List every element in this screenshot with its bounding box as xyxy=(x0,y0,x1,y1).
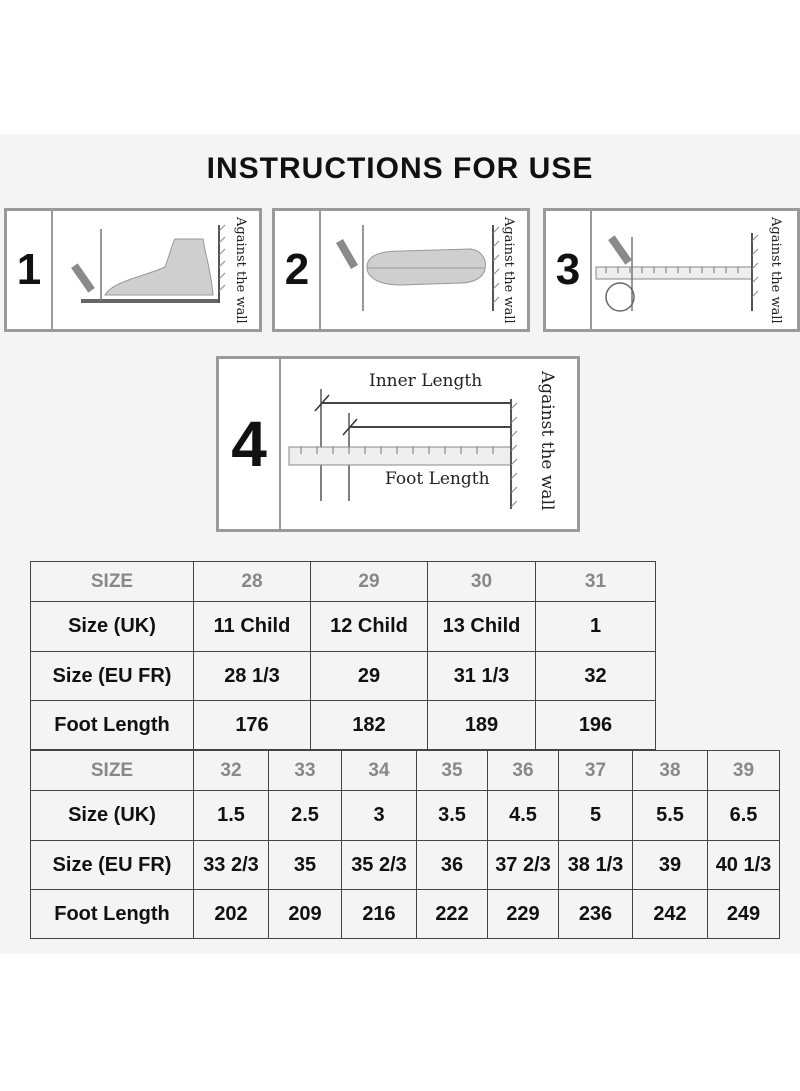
table-cell: 182 xyxy=(311,701,428,750)
step-2-card xyxy=(272,208,530,332)
foot-length-label: Foot Length xyxy=(385,469,490,489)
table-1-uk-row xyxy=(31,602,656,652)
table-cell: 176 xyxy=(194,701,311,750)
step-1-number: 1 xyxy=(7,211,53,329)
table-2-foot-label: Foot Length xyxy=(31,890,194,939)
table-1-size-label: SIZE xyxy=(31,562,194,602)
step-4-illustration xyxy=(281,359,577,529)
step-3-illustration xyxy=(592,211,797,329)
table-cell: 196 xyxy=(536,701,656,750)
table-2-size-35: 35 xyxy=(417,751,488,791)
table-2-size-32: 32 xyxy=(194,751,269,791)
table-2-size-33: 33 xyxy=(269,751,342,791)
table-cell: 242 xyxy=(633,890,708,939)
step-2-number: 2 xyxy=(275,211,321,329)
table-2-size-39: 39 xyxy=(708,751,780,791)
table-cell: 37 2/3 xyxy=(488,841,559,890)
step-2-illustration xyxy=(321,211,527,329)
step-4-card xyxy=(216,356,580,532)
table-2-eu-label: Size (EU FR) xyxy=(31,841,194,890)
table-2-eu-row xyxy=(31,841,780,890)
step-1-wall-label: Against the wall xyxy=(233,217,248,324)
table-cell: 3 xyxy=(342,791,417,841)
step-3-number: 3 xyxy=(546,211,592,329)
step-1-card xyxy=(4,208,262,332)
table-cell: 249 xyxy=(708,890,780,939)
table-1-eu-row xyxy=(31,652,656,701)
table-cell: 28 1/3 xyxy=(194,652,311,701)
table-1-size-31: 31 xyxy=(536,562,656,602)
table-1-header-row xyxy=(31,562,656,602)
step-2-wall-label: Against the wall xyxy=(501,217,516,324)
table-2-header-row xyxy=(31,751,780,791)
table-cell: 1.5 xyxy=(194,791,269,841)
table-cell: 1 xyxy=(536,602,656,652)
table-1-eu-label: Size (EU FR) xyxy=(31,652,194,701)
table-cell: 36 xyxy=(417,841,488,890)
table-cell: 35 2/3 xyxy=(342,841,417,890)
table-1-uk-label: Size (UK) xyxy=(31,602,194,652)
table-cell: 5.5 xyxy=(633,791,708,841)
table-1-foot-label: Foot Length xyxy=(31,701,194,750)
table-cell: 32 xyxy=(536,652,656,701)
table-cell: 29 xyxy=(311,652,428,701)
step-3-card xyxy=(543,208,800,332)
table-2-uk-label: Size (UK) xyxy=(31,791,194,841)
table-cell: 189 xyxy=(428,701,536,750)
step-4-wall-label: Against the wall xyxy=(537,371,557,511)
table-cell: 13 Child xyxy=(428,602,536,652)
table-cell: 33 2/3 xyxy=(194,841,269,890)
step-1-illustration xyxy=(53,211,259,329)
table-1-size-28: 28 xyxy=(194,562,311,602)
table-cell: 31 1/3 xyxy=(428,652,536,701)
table-cell: 202 xyxy=(194,890,269,939)
table-2-size-34: 34 xyxy=(342,751,417,791)
table-cell: 39 xyxy=(633,841,708,890)
table-cell: 236 xyxy=(559,890,633,939)
step-4-number: 4 xyxy=(219,359,281,529)
table-1-size-29: 29 xyxy=(311,562,428,602)
size-table-2 xyxy=(30,750,780,939)
table-2-size-label: SIZE xyxy=(31,751,194,791)
table-cell: 12 Child xyxy=(311,602,428,652)
size-table-1 xyxy=(30,561,656,750)
table-cell: 216 xyxy=(342,890,417,939)
table-2-size-36: 36 xyxy=(488,751,559,791)
table-2-uk-row xyxy=(31,791,780,841)
table-cell: 222 xyxy=(417,890,488,939)
step-3-wall-label: Against the wall xyxy=(768,217,783,324)
table-2-size-38: 38 xyxy=(633,751,708,791)
table-cell: 11 Child xyxy=(194,602,311,652)
table-cell: 6.5 xyxy=(708,791,780,841)
page-title: INSTRUCTIONS FOR USE xyxy=(206,152,594,185)
table-cell: 3.5 xyxy=(417,791,488,841)
table-cell: 4.5 xyxy=(488,791,559,841)
table-cell: 38 1/3 xyxy=(559,841,633,890)
inner-length-label: Inner Length xyxy=(369,371,483,391)
table-cell: 209 xyxy=(269,890,342,939)
table-1-foot-row xyxy=(31,701,656,750)
table-cell: 35 xyxy=(269,841,342,890)
table-cell: 2.5 xyxy=(269,791,342,841)
table-1-size-30: 30 xyxy=(428,562,536,602)
table-2-foot-row xyxy=(31,890,780,939)
table-cell: 40 1/3 xyxy=(708,841,780,890)
table-cell: 5 xyxy=(559,791,633,841)
table-cell: 229 xyxy=(488,890,559,939)
table-2-size-37: 37 xyxy=(559,751,633,791)
